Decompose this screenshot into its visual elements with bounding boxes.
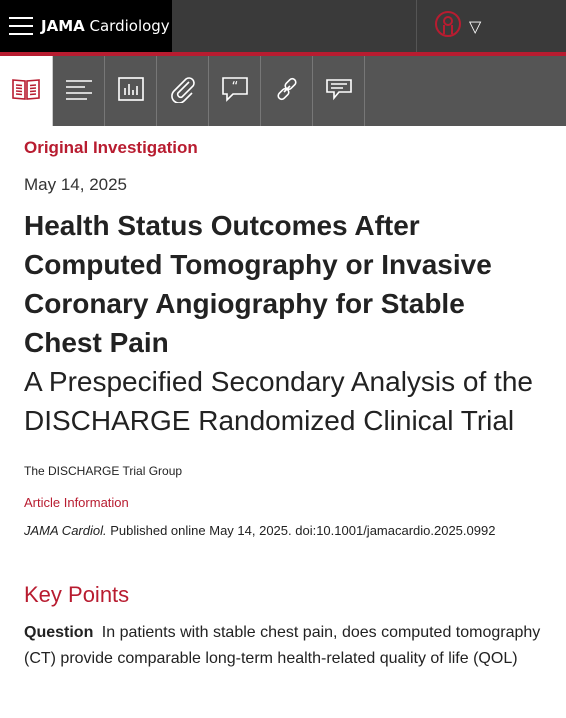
citation: [24, 523, 542, 538]
citation-details: Published online May 14, 2025. doi:10.1001/jamacardio.2025.0992: [106, 523, 496, 538]
dropdown-triangle-icon[interactable]: ▽: [469, 16, 482, 36]
article-content: [0, 138, 566, 672]
tab-text[interactable]: [53, 56, 105, 126]
key-points-question: [24, 620, 542, 672]
tab-cite[interactable]: [209, 56, 261, 126]
question-text: In patients with stable chest pain, does computed tomography (CT) provide comparable long-term health-related quality of life (QOL): [24, 624, 541, 667]
quote-bubble-icon: [221, 76, 249, 106]
bar-chart-icon: [118, 77, 144, 105]
article-information-link[interactable]: Article Information: [24, 495, 129, 510]
question-label: Question: [24, 624, 94, 641]
user-icon[interactable]: [435, 11, 461, 41]
toolbar-spacer: [365, 56, 566, 126]
article-subtitle: A Prespecified Secondary Analysis of the DISCHARGE Randomized Clinical Trial: [24, 366, 533, 436]
open-book-icon: [11, 77, 41, 105]
tab-figures[interactable]: [105, 56, 157, 126]
article-title: Health Status Outcomes After Computed Tomography or Invasive Coronary Angiography for Stable Chest Pain: [24, 210, 492, 358]
tab-article[interactable]: [0, 56, 53, 126]
top-bar: [0, 0, 566, 52]
article-toolbar: [0, 56, 566, 126]
tab-comments[interactable]: [313, 56, 365, 126]
journal-logo[interactable]: JAMA Cardiology: [41, 17, 170, 35]
publication-date: May 14, 2025: [24, 175, 128, 194]
text-lines-icon: [65, 78, 93, 104]
comment-icon: [325, 77, 353, 105]
paperclip-icon: [169, 75, 197, 107]
svg-text:“: “: [231, 80, 238, 95]
account-menu[interactable]: [416, 0, 566, 52]
key-points-heading: Key Points: [24, 582, 130, 607]
tab-supplements[interactable]: [157, 56, 209, 126]
brand-area: [0, 0, 172, 52]
article-type-label[interactable]: Original Investigation: [24, 138, 198, 157]
authors[interactable]: The DISCHARGE Trial Group: [24, 464, 183, 478]
menu-icon[interactable]: [9, 17, 33, 35]
tab-links[interactable]: [261, 56, 313, 126]
journal-abbrev: JAMA Cardiol.: [24, 523, 107, 538]
link-icon: [273, 75, 301, 107]
